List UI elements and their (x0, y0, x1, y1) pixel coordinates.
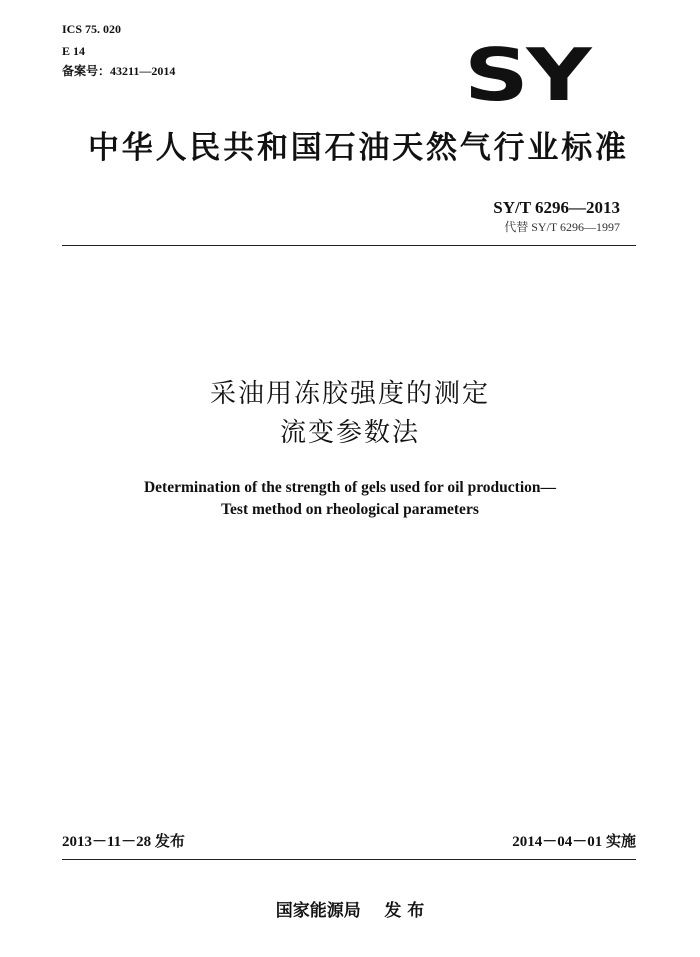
classification-code: E 14 (62, 44, 86, 58)
title-zh-line2: 流变参数法 (279, 418, 420, 448)
title-zh-line1: 采油用冻胶强度的测定 (209, 379, 490, 409)
organization-title: 中华人民共和国石油天然气行业标准 (88, 130, 629, 166)
top-divider (62, 245, 636, 246)
bottom-divider (62, 859, 636, 860)
replaces-standard: 代替 SY/T 6296—1997 (504, 220, 620, 234)
title-en-line1: Determination of the strength of gels used for oil production— (143, 479, 557, 496)
publish-date: 2013－11－28 发布 (62, 834, 185, 850)
issuer: 国家能源局 发 布 (275, 901, 425, 921)
standard-number: SY/T 6296—2013 (493, 198, 620, 217)
ics-code: ICS 75. 020 (62, 22, 122, 36)
effective-date: 2014－04－01 实施 (512, 834, 636, 850)
record-number: 备案号：43211—2014 (62, 64, 176, 78)
sy-logo: SY (464, 33, 589, 117)
title-en-line2: Test method on rheological parameters (221, 501, 479, 518)
